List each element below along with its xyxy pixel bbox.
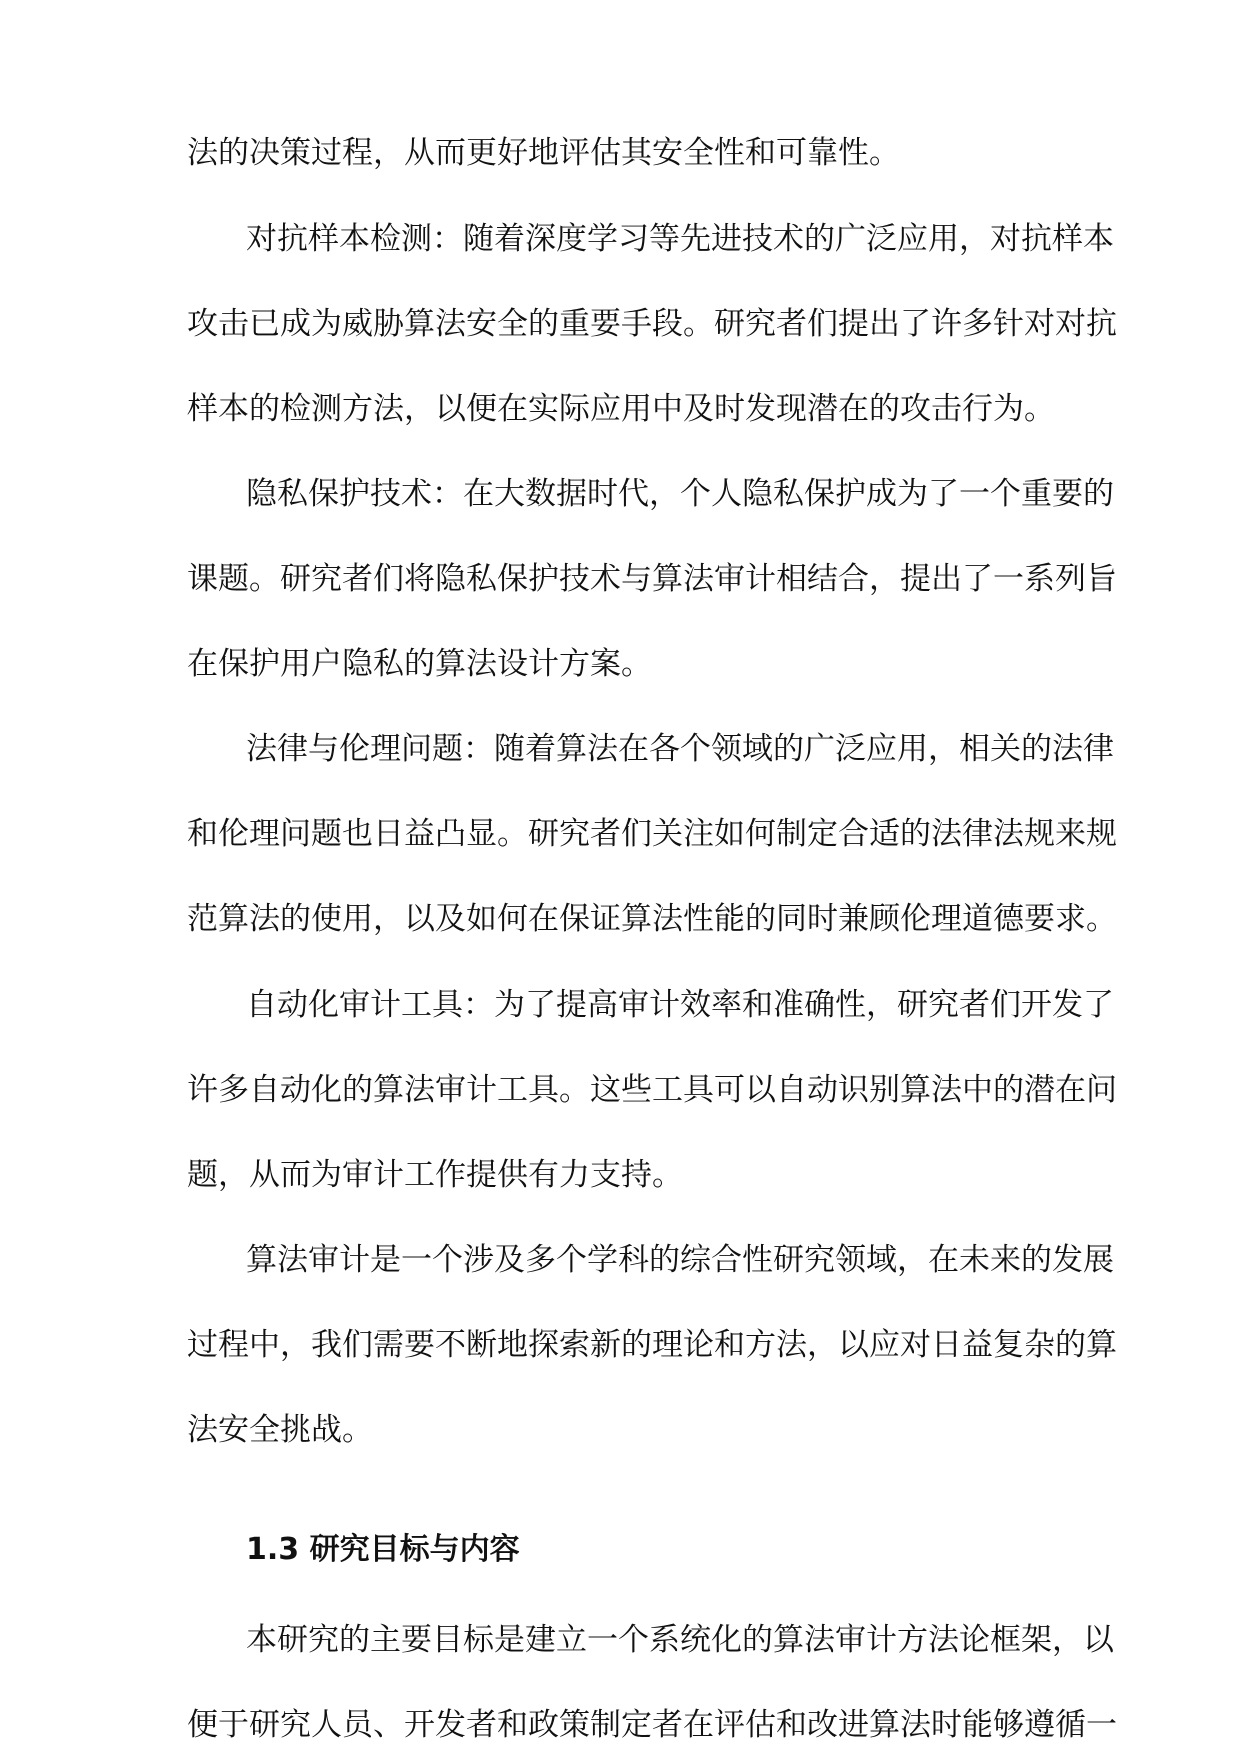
text-line: 自动化审计工具：为了提高审计效率和准确性，研究者们开发了 — [246, 987, 1114, 1023]
text-line: 过程中，我们需要不断地探索新的理论和方法，以应对日益复杂的算 — [187, 1327, 1117, 1363]
text-line: 许多自动化的算法审计工具。这些工具可以自动识别算法中的潜在问 — [187, 1072, 1117, 1108]
section-heading: 1.3 研究目标与内容 — [246, 1532, 520, 1567]
text-line: 范算法的使用，以及如何在保证算法性能的同时兼顾伦理道德要求。 — [187, 901, 1117, 937]
text-line: 法安全挑战。 — [187, 1412, 373, 1448]
text-line: 本研究的主要目标是建立一个系统化的算法审计方法论框架，以 — [246, 1622, 1114, 1658]
text-line: 法律与伦理问题：随着算法在各个领域的广泛应用，相关的法律 — [246, 731, 1114, 767]
text-line: 便于研究人员、开发者和政策制定者在评估和改进算法时能够遵循一 — [187, 1707, 1117, 1743]
text-line: 题，从而为审计工作提供有力支持。 — [187, 1157, 683, 1193]
text-line: 和伦理问题也日益凸显。研究者们关注如何制定合适的法律法规来规 — [187, 816, 1117, 852]
text-line: 对抗样本检测：随着深度学习等先进技术的广泛应用，对抗样本 — [246, 221, 1114, 257]
text-line: 在保护用户隐私的算法设计方案。 — [187, 646, 652, 682]
text-line: 课题。研究者们将隐私保护技术与算法审计相结合，提出了一系列旨 — [187, 561, 1117, 597]
text-line: 攻击已成为威胁算法安全的重要手段。研究者们提出了许多针对对抗 — [187, 306, 1117, 342]
text-line: 隐私保护技术：在大数据时代，个人隐私保护成为了一个重要的 — [246, 476, 1114, 512]
text-line: 算法审计是一个涉及多个学科的综合性研究领域，在未来的发展 — [246, 1242, 1114, 1278]
text-line: 法的决策过程，从而更好地评估其安全性和可靠性。 — [187, 135, 900, 171]
text-line: 样本的检测方法，以便在实际应用中及时发现潜在的攻击行为。 — [187, 391, 1055, 427]
